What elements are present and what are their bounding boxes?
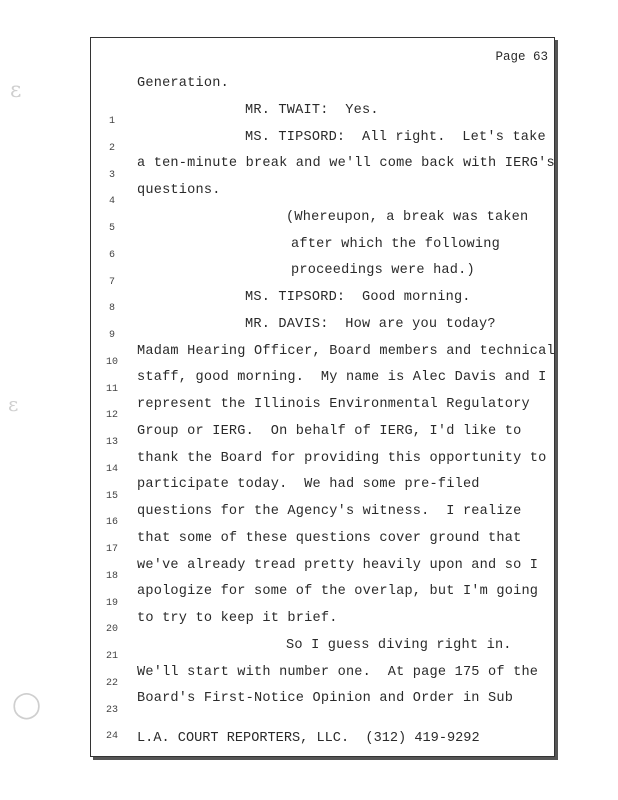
- transcript-line: staff, good morning. My name is Alec Davis and I: [137, 370, 547, 386]
- transcript-line: Group or IERG. On behalf of IERG, I'd like to: [137, 423, 522, 439]
- scan-artifact-top: ɛ: [10, 78, 22, 103]
- line-number: 22: [105, 677, 118, 689]
- line-number: 4: [108, 196, 115, 208]
- scan-artifact-bottom: ◯: [12, 690, 42, 720]
- transcript-line: MS. TIPSORD: All right. Let's take: [245, 129, 546, 145]
- court-reporter-footer: L.A. COURT REPORTERS, LLC. (312) 419-9292: [137, 731, 480, 746]
- line-number: 24: [105, 731, 118, 743]
- line-number: 11: [105, 383, 118, 395]
- transcript-line: after which the following: [291, 236, 500, 252]
- transcript-line: Board's First-Notice Opinion and Order in Sub: [137, 691, 514, 707]
- transcript-line: MS. TIPSORD: Good morning.: [245, 290, 471, 305]
- transcript-line: We'll start with number one. At page 175 of the: [137, 664, 539, 680]
- transcript-line: thank the Board for providing this opportunity to: [137, 450, 547, 466]
- line-number: 20: [105, 624, 118, 636]
- transcript-line: proceedings were had.): [291, 263, 475, 279]
- line-number: 6: [108, 249, 115, 261]
- line-number: 9: [108, 330, 115, 341]
- transcript-line: that some of these questions cover ground that: [137, 530, 522, 546]
- line-number: 7: [108, 276, 115, 288]
- transcript-line: (Whereupon, a break was taken: [286, 209, 529, 225]
- line-number: 14: [105, 463, 118, 475]
- scan-artifact-middle: ɛ: [8, 392, 19, 416]
- line-number: 1: [108, 116, 115, 127]
- transcript-page: [90, 37, 555, 757]
- transcript-line: MR. TWAIT: Yes.: [245, 102, 379, 118]
- line-number: 8: [108, 303, 115, 315]
- page-number: Page 63: [495, 50, 548, 64]
- transcript-line: we've already tread pretty heavily upon and so I: [137, 557, 539, 573]
- line-number: 12: [105, 410, 118, 422]
- transcript-line: questions.: [137, 183, 221, 198]
- transcript-line: So I guess diving right in.: [286, 637, 512, 653]
- transcript-line: questions for the Agency's witness. I realize: [137, 504, 522, 519]
- transcript-line: participate today. We had some pre-filed: [137, 477, 480, 493]
- transcript-line: to try to keep it brief.: [137, 611, 338, 626]
- line-number: 16: [105, 517, 118, 529]
- line-number: 2: [108, 142, 115, 154]
- transcript-line: a ten-minute break and we'll come back with IERG's: [137, 156, 555, 172]
- line-number: 18: [105, 570, 118, 582]
- transcript-line: Madam Hearing Officer, Board members and technical: [137, 343, 555, 359]
- line-number: 21: [105, 651, 118, 662]
- line-number: 19: [105, 597, 118, 609]
- line-number: 23: [105, 704, 118, 716]
- line-number: 5: [108, 223, 115, 234]
- line-number: 15: [105, 490, 118, 502]
- line-number: 13: [105, 437, 118, 448]
- transcript-line: represent the Illinois Environmental Regulatory: [137, 397, 530, 412]
- line-number: 3: [108, 169, 115, 181]
- line-number: 10: [105, 356, 118, 368]
- line-number: 17: [105, 544, 118, 555]
- transcript-line: apologize for some of the overlap, but I'm going: [137, 584, 539, 600]
- transcript-line: MR. DAVIS: How are you today?: [245, 316, 496, 332]
- transcript-line: Generation.: [137, 76, 229, 91]
